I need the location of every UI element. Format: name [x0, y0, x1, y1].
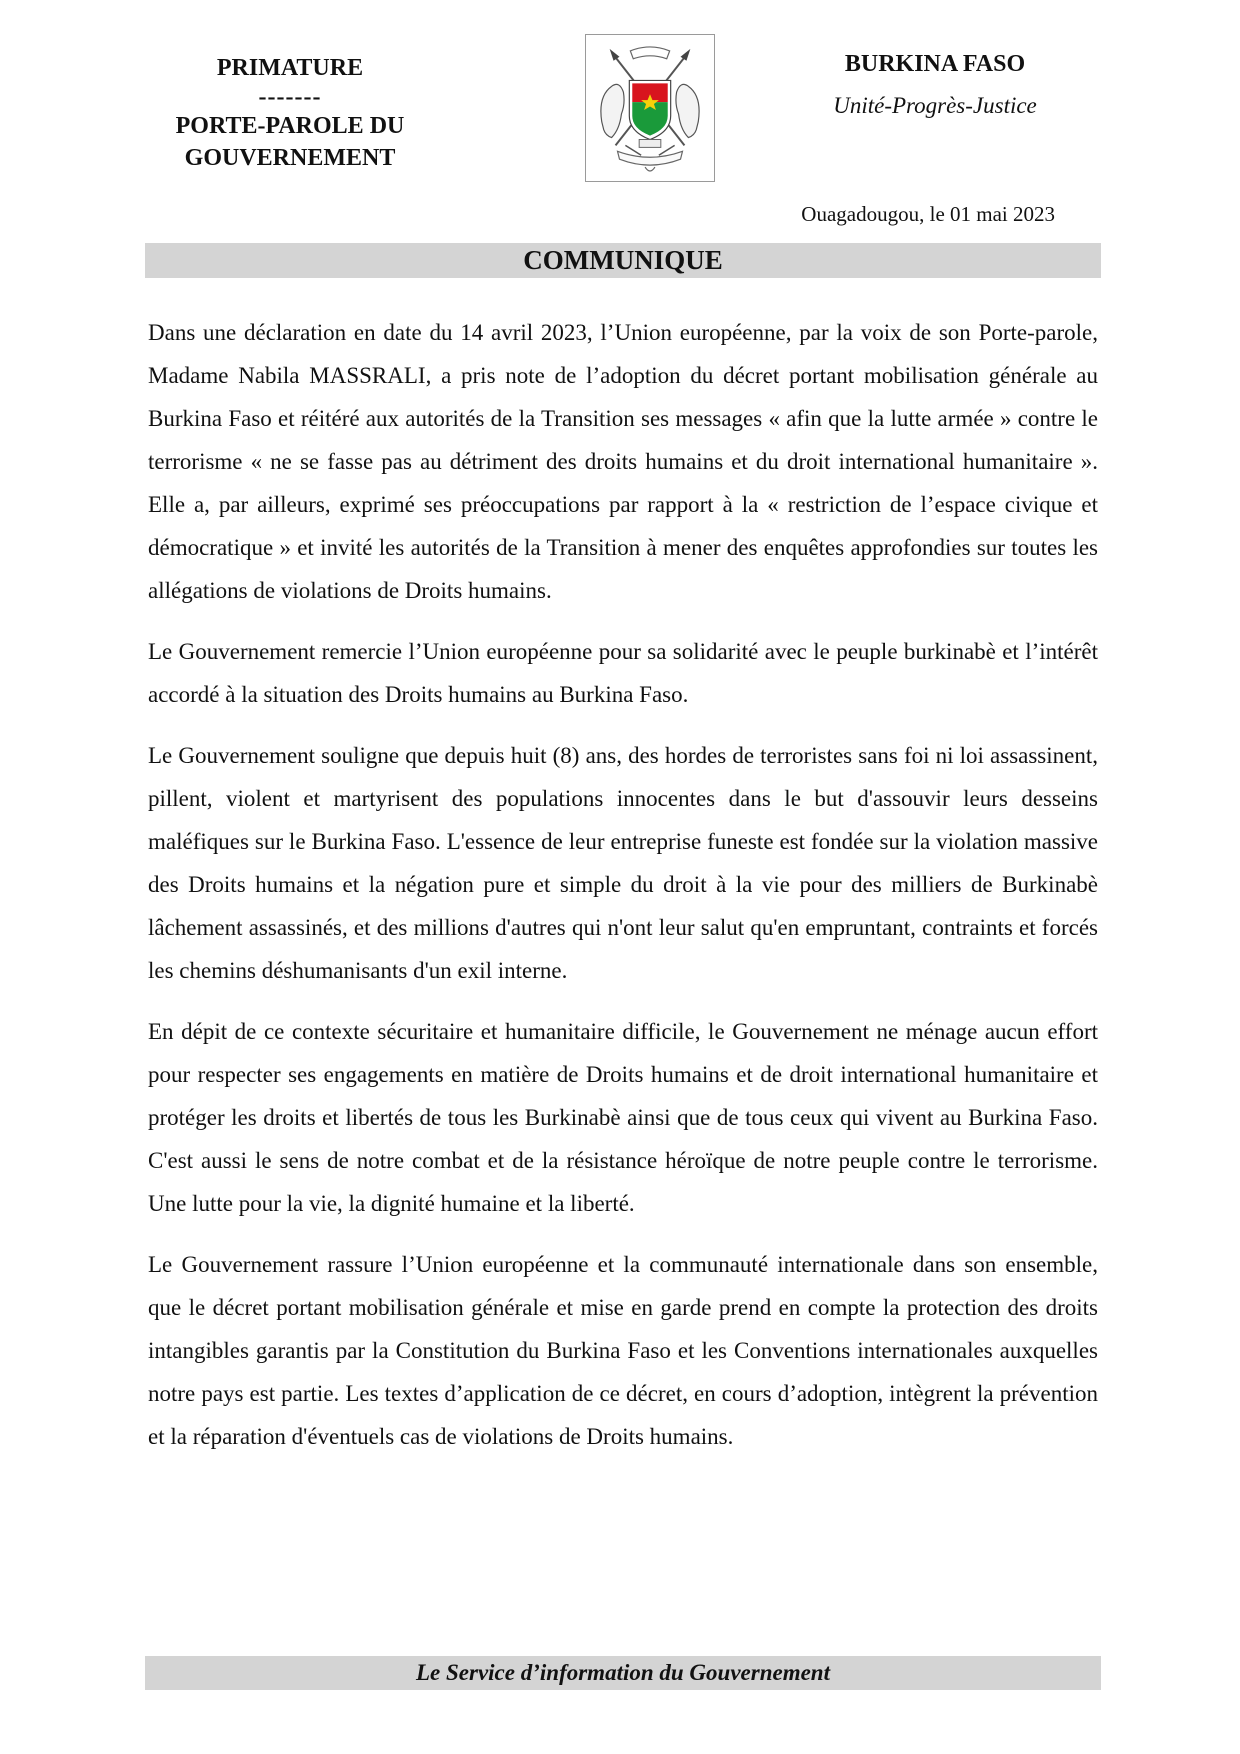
- paragraph: Dans une déclaration en date du 14 avril 2023, l’Union européenne, par la voix de son Porte-parole, Madame Nabila MASSRALI, a pris note de l’adoption du décret portant mobilisation générale au Burkina Faso et réitéré aux autorités de la Transition ses messages « afin que la lutte armée » contre le terrorisme « ne se fasse pas au détriment des droits humains et du droit international humanitaire ». Elle a, par ailleurs, exprimé ses préoccupations par rapport à la « restriction de l’espace civique et démocratique » et invité les autorités de la Transition à mener des enquêtes approfondies sur toutes les allégations de violations de Droits humains.: [148, 320, 1098, 603]
- communique-body: [148, 311, 1098, 1476]
- issuer-block: [148, 52, 432, 174]
- paragraph: Le Gouvernement souligne que depuis huit (8) ans, des hordes de terroristes sans foi ni loi assassinent, pillent, violent et martyrisent des populations innocentes dans le but d'assouvir leurs desseins maléfiques sur le Burkina Faso. L'essence de leur entreprise funeste est fondée sur la violation massive des Droits humains et la négation pure et simple du droit à la vie pour des milliers de Burkinabè lâchement assassinés, et des millions d'autres qui n'ont leur salut qu'en empruntant, contraints et forcés les chemins déshumanisants d'un exil interne.: [148, 743, 1098, 983]
- paragraph: Le Gouvernement remercie l’Union européenne pour sa solidarité avec le peuple burkinabè et l’intérêt accordé à la situation des Droits humains au Burkina Faso.: [148, 639, 1098, 707]
- footer-signature: Le Service d’information du Gouvernement: [145, 1656, 1101, 1690]
- issuer-separator: -------: [258, 84, 322, 110]
- paragraph: Le Gouvernement rassure l’Union européenne et la communauté internationale dans son ensemble, que le décret portant mobilisation générale et mise en garde prend en compte la protection des droits intangibles garantis par la Constitution du Burkina Faso et les Conventions internationales auxquelles notre pays est partie. Les textes d’application de ce décret, en cours d’adoption, intègrent la prévention et la réparation d'éventuels cas de violations de Droits humains.: [148, 1252, 1098, 1449]
- paragraph: En dépit de ce contexte sécuritaire et humanitaire difficile, le Gouvernement ne ménage aucun effort pour respecter ses engagements en matière de Droits humains et de droit international humanitaire et protéger les droits et libertés de tous les Burkinabè ainsi que de tous ceux qui vivent au Burkina Faso. C'est aussi le sens de notre combat et de la résistance héroïque de notre peuple contre le terrorisme. Une lutte pour la vie, la dignité humaine et la liberté.: [148, 1019, 1098, 1216]
- national-motto: Unité-Progrès-Justice: [833, 93, 1037, 118]
- country-block: [790, 48, 1080, 122]
- dateline: Ouagadougou, le 01 mai 2023: [801, 202, 1055, 226]
- issuer-office-line1: PORTE-PAROLE DU: [175, 113, 405, 139]
- coat-of-arms-icon: [585, 34, 715, 182]
- country-name: BURKINA FASO: [844, 51, 1026, 77]
- issuer-office-line2: GOUVERNEMENT: [184, 145, 396, 171]
- document-title: COMMUNIQUE: [145, 243, 1101, 278]
- issuer-primature: PRIMATURE: [216, 55, 364, 81]
